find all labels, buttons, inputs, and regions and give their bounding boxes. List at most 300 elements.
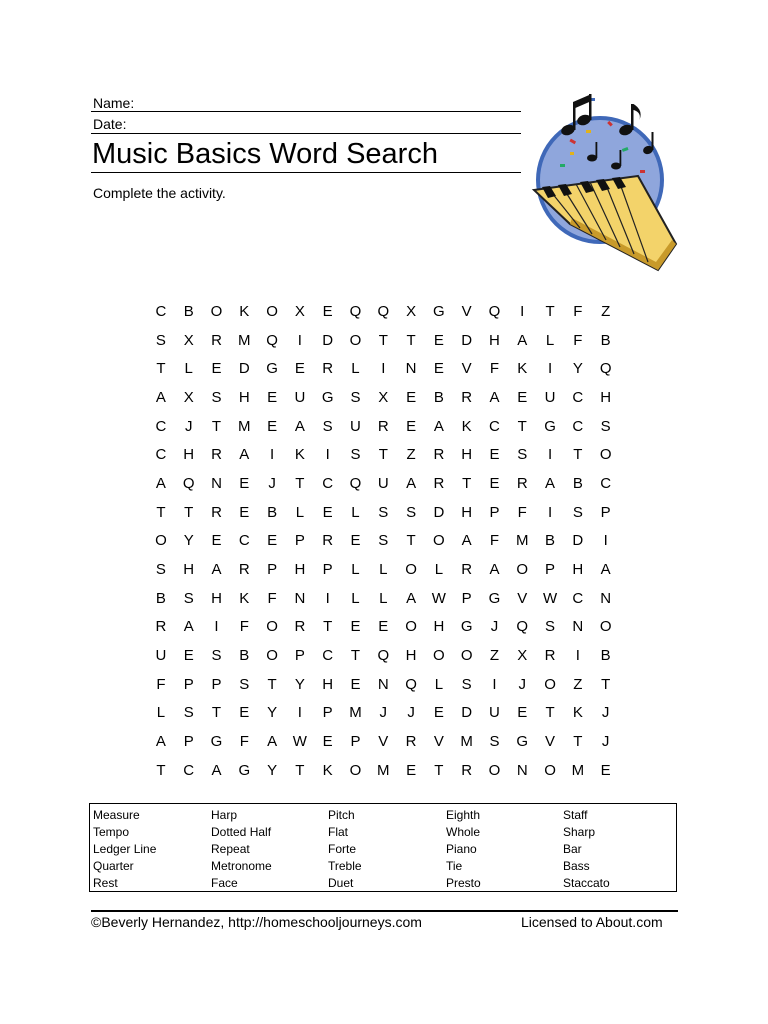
grid-letter: O: [488, 761, 501, 779]
grid-letter: J: [268, 474, 276, 492]
grid-letter: A: [433, 417, 444, 435]
grid-row: [147, 469, 620, 498]
grid-letter: O: [405, 561, 417, 579]
grid-letter: K: [572, 704, 583, 722]
grid-letter: H: [405, 647, 417, 665]
word-list-item: Rest: [93, 875, 118, 890]
grid-letter: T: [573, 733, 583, 751]
grid-row: [147, 354, 620, 383]
grid-letter: L: [545, 331, 555, 349]
grid-letter: L: [434, 675, 444, 693]
grid-letter: W: [292, 733, 307, 751]
grid-letter: E: [433, 331, 444, 349]
grid-letter: G: [488, 589, 501, 607]
grid-letter: A: [155, 474, 166, 492]
grid-letter: K: [322, 761, 333, 779]
grid-letter: S: [183, 704, 194, 722]
grid-letter: E: [211, 360, 222, 378]
grid-letter: X: [294, 302, 305, 320]
word-list-item: Presto: [446, 875, 481, 890]
grid-letter: P: [211, 675, 222, 693]
grid-letter: O: [349, 761, 362, 779]
word-list-item: Whole: [446, 824, 481, 839]
grid-letter: X: [406, 302, 417, 320]
grid-letter: E: [239, 503, 250, 521]
grid-letter: B: [600, 331, 611, 349]
grid-letter: P: [489, 503, 500, 521]
grid-letter: I: [547, 360, 553, 378]
word-list-item: Dotted Half: [211, 824, 272, 839]
grid-letter: E: [183, 647, 194, 665]
grid-letter: L: [184, 360, 193, 378]
grid-letter: H: [433, 618, 445, 636]
grid-letter: E: [267, 417, 278, 435]
grid-letter: X: [183, 331, 194, 349]
grid-letter: C: [572, 417, 584, 435]
grid-letter: F: [267, 589, 277, 607]
grid-letter: Z: [601, 302, 611, 320]
grid-letter: T: [601, 675, 611, 693]
grid-letter: L: [351, 503, 360, 521]
grid-letter: E: [517, 388, 528, 406]
grid-letter: K: [239, 302, 250, 320]
grid-letter: Z: [489, 647, 500, 665]
name-line: [91, 111, 521, 112]
grid-letter: L: [379, 561, 388, 579]
word-list-item: Bar: [563, 841, 582, 856]
grid-letter: S: [378, 532, 389, 550]
grid-letter: R: [294, 618, 306, 636]
word-list-item: Bass: [563, 858, 590, 873]
grid-letter: C: [572, 388, 584, 406]
word-list-item: Duet: [328, 875, 354, 890]
grid-letter: E: [350, 532, 361, 550]
grid-letter: T: [573, 446, 583, 464]
grid-letter: T: [295, 474, 305, 492]
word-list-column: [446, 807, 481, 892]
grid-letter: G: [544, 417, 556, 435]
grid-letter: N: [294, 589, 306, 607]
grid-letter: A: [211, 561, 222, 579]
grid-letter: D: [461, 704, 473, 722]
grid-letter: C: [322, 474, 334, 492]
grid-letter: R: [211, 446, 222, 464]
grid-letter: E: [267, 532, 278, 550]
grid-letter: R: [461, 388, 473, 406]
grid-letter: M: [377, 761, 390, 779]
grid-letter: D: [461, 331, 473, 349]
grid-row: [147, 527, 620, 556]
grid-letter: T: [156, 360, 166, 378]
grid-letter: E: [433, 360, 444, 378]
grid-letter: L: [351, 589, 360, 607]
grid-letter: S: [517, 446, 528, 464]
grid-row: [147, 756, 620, 785]
grid-letter: M: [571, 761, 585, 779]
grid-letter: O: [266, 647, 278, 665]
grid-letter: R: [322, 360, 334, 378]
grid-letter: T: [156, 761, 166, 779]
grid-letter: V: [433, 733, 444, 751]
grid-letter: P: [600, 503, 611, 521]
grid-letter: Q: [349, 302, 362, 320]
grid-letter: A: [267, 733, 278, 751]
grid-letter: H: [600, 388, 612, 406]
grid-letter: N: [516, 761, 528, 779]
grid-letter: E: [517, 704, 528, 722]
grid-letter: D: [322, 331, 334, 349]
grid-letter: L: [351, 561, 360, 579]
grid-letter: H: [572, 561, 584, 579]
grid-letter: S: [406, 503, 417, 521]
grid-letter: T: [545, 302, 555, 320]
grid-letter: A: [461, 532, 472, 550]
word-list-item: Staff: [563, 808, 588, 822]
grid-letter: J: [407, 704, 415, 722]
grid-letter: N: [211, 474, 222, 492]
grid-letter: A: [294, 417, 305, 435]
grid-letter: A: [489, 388, 500, 406]
word-list-item: Repeat: [211, 841, 250, 856]
grid-letter: E: [211, 532, 222, 550]
grid-letter: I: [520, 302, 525, 320]
grid-letter: E: [239, 474, 250, 492]
grid-letter: B: [545, 532, 556, 550]
grid-letter: T: [267, 675, 277, 693]
grid-letter: O: [544, 761, 556, 779]
grid-letter: F: [573, 331, 583, 349]
grid-letter: L: [434, 561, 444, 579]
music-keyboard-clipart-icon: [530, 92, 678, 272]
grid-letter: E: [600, 761, 611, 779]
grid-letter: Q: [516, 618, 529, 636]
grid-letter: P: [461, 589, 472, 607]
grid-letter: A: [155, 733, 166, 751]
grid-letter: Q: [377, 302, 390, 320]
word-list-column: [211, 807, 272, 892]
grid-letter: E: [406, 761, 417, 779]
grid-letter: T: [156, 503, 166, 521]
grid-letter: R: [322, 532, 334, 550]
grid-letter: T: [545, 704, 555, 722]
grid-letter: S: [350, 388, 361, 406]
grid-letter: O: [433, 532, 445, 550]
grid-letter: S: [461, 675, 472, 693]
grid-row: [147, 613, 620, 642]
grid-letter: A: [489, 561, 500, 579]
grid-letter: R: [238, 561, 250, 579]
grid-letter: B: [155, 589, 166, 607]
grid-letter: E: [322, 302, 333, 320]
grid-letter: T: [406, 331, 416, 349]
grid-letter: O: [433, 647, 445, 665]
grid-letter: H: [183, 446, 195, 464]
grid-letter: O: [155, 532, 167, 550]
grid-letter: T: [462, 474, 472, 492]
grid-letter: P: [545, 561, 556, 579]
grid-row: [147, 699, 620, 728]
grid-letter: V: [461, 302, 472, 320]
grid-letter: H: [461, 446, 473, 464]
grid-letter: K: [294, 446, 305, 464]
word-list-item: Face: [211, 875, 238, 890]
grid-letter: G: [266, 360, 278, 378]
grid-letter: V: [378, 733, 389, 751]
grid-letter: R: [211, 331, 222, 349]
grid-letter: S: [322, 417, 333, 435]
grid-letter: C: [238, 532, 250, 550]
date-label: Date:: [93, 116, 127, 132]
grid-letter: E: [350, 675, 361, 693]
grid-letter: J: [601, 704, 610, 722]
grid-letter: C: [183, 761, 195, 779]
grid-letter: B: [183, 302, 194, 320]
grid-letter: M: [238, 417, 251, 435]
grid-letter: A: [155, 388, 166, 406]
grid-letter: Q: [266, 331, 278, 349]
grid-letter: E: [322, 503, 333, 521]
grid-row: [147, 641, 620, 670]
word-list-column: [563, 807, 610, 892]
grid-letter: E: [489, 446, 500, 464]
grid-letter: J: [518, 675, 526, 693]
grid-letter: E: [267, 388, 278, 406]
grid-letter: P: [322, 561, 333, 579]
grid-letter: R: [155, 618, 167, 636]
grid-letter: I: [270, 446, 275, 464]
grid-letter: F: [239, 618, 249, 636]
grid-letter: P: [183, 675, 194, 693]
grid-letter: A: [545, 474, 556, 492]
grid-letter: L: [295, 503, 305, 521]
grid-letter: X: [517, 647, 528, 665]
word-list-item: Sharp: [563, 824, 596, 839]
title-underline: [91, 172, 521, 173]
grid-row: [147, 412, 620, 441]
grid-letter: A: [406, 589, 417, 607]
grid-letter: V: [461, 360, 472, 378]
grid-letter: O: [599, 618, 612, 636]
grid-letter: O: [210, 302, 223, 320]
word-list-item: Tie: [446, 858, 463, 873]
grid-letter: S: [572, 503, 583, 521]
grid-row: [147, 555, 620, 584]
grid-letter: Q: [599, 360, 612, 378]
grid-letter: O: [544, 675, 556, 693]
instructions: Complete the activity.: [93, 185, 226, 201]
grid-letter: R: [516, 474, 528, 492]
grid-row: [147, 670, 620, 699]
grid-letter: B: [572, 474, 583, 492]
grid-letter: H: [238, 388, 250, 406]
name-label: Name:: [93, 95, 135, 111]
grid-letter: X: [378, 388, 389, 406]
word-list-item: Forte: [328, 841, 357, 856]
grid-letter: E: [322, 733, 333, 751]
word-list-item: Ledger Line: [93, 841, 157, 856]
grid-letter: O: [266, 302, 278, 320]
grid-letter: R: [377, 417, 389, 435]
grid-letter: U: [350, 417, 361, 435]
grid-letter: W: [431, 589, 446, 607]
word-list-item: Quarter: [93, 858, 134, 873]
grid-letter: Q: [488, 302, 501, 320]
grid-letter: I: [547, 446, 553, 464]
grid-letter: H: [211, 589, 222, 607]
grid-letter: O: [266, 618, 278, 636]
grid-letter: I: [575, 647, 580, 665]
grid-letter: D: [433, 503, 445, 521]
grid-letter: E: [378, 618, 389, 636]
grid-letter: U: [377, 474, 389, 492]
word-list-item: Staccato: [563, 875, 610, 890]
grid-letter: T: [211, 704, 222, 722]
grid-letter: Q: [182, 474, 195, 492]
grid-letter: H: [489, 331, 500, 349]
grid-letter: R: [405, 733, 417, 751]
grid-letter: S: [155, 561, 166, 579]
grid-letter: F: [489, 532, 500, 550]
grid-letter: N: [405, 360, 417, 378]
grid-letter: Z: [406, 446, 416, 464]
grid-letter: D: [238, 360, 250, 378]
grid-letter: I: [325, 589, 330, 607]
grid-letter: Q: [377, 647, 390, 665]
copyright-text: ©Beverly Hernandez, http://homeschooljourneys.com: [91, 914, 422, 930]
grid-letter: B: [267, 503, 278, 521]
grid-letter: O: [405, 618, 417, 636]
grid-letter: I: [492, 675, 497, 693]
grid-letter: J: [490, 618, 499, 636]
grid-letter: F: [239, 733, 249, 751]
grid-letter: P: [294, 532, 305, 550]
grid-letter: T: [406, 532, 416, 550]
grid-letter: F: [156, 675, 166, 693]
grid-letter: N: [600, 589, 612, 607]
grid-letter: R: [461, 561, 473, 579]
grid-letter: D: [572, 532, 584, 550]
grid-letter: T: [295, 761, 305, 779]
grid-letter: E: [406, 388, 417, 406]
grid-letter: U: [294, 388, 306, 406]
grid-letter: T: [323, 618, 333, 636]
word-list-item: Piano: [446, 841, 477, 856]
grid-letter: S: [211, 647, 222, 665]
grid-letter: O: [516, 561, 529, 579]
word-list-box: [89, 803, 677, 892]
grid-letter: A: [211, 761, 222, 779]
grid-letter: I: [297, 704, 302, 722]
grid-letter: E: [239, 704, 250, 722]
grid-letter: C: [155, 417, 167, 435]
grid-letter: Y: [572, 360, 583, 378]
grid-letter: M: [460, 733, 473, 751]
grid-letter: Y: [267, 704, 278, 722]
grid-letter: S: [155, 331, 166, 349]
grid-letter: X: [183, 388, 194, 406]
grid-letter: E: [406, 417, 417, 435]
grid-letter: T: [434, 761, 444, 779]
grid-letter: R: [433, 474, 445, 492]
grid-letter: U: [489, 704, 500, 722]
grid-letter: R: [461, 761, 473, 779]
word-list-item: Flat: [328, 824, 349, 839]
grid-letter: O: [599, 446, 612, 464]
grid-letter: R: [433, 446, 445, 464]
grid-letter: Q: [405, 675, 417, 693]
grid-letter: Q: [349, 474, 362, 492]
grid-letter: R: [211, 503, 222, 521]
grid-letter: S: [350, 446, 361, 464]
grid-letter: P: [183, 733, 194, 751]
grid-letter: N: [377, 675, 389, 693]
word-search-grid: [147, 297, 620, 785]
grid-letter: S: [211, 388, 222, 406]
grid-letter: H: [183, 561, 195, 579]
grid-letter: E: [350, 618, 361, 636]
grid-letter: P: [294, 647, 305, 665]
grid-letter: G: [433, 302, 445, 320]
grid-row: [147, 584, 620, 613]
word-list-column: [328, 807, 362, 892]
grid-letter: Z: [573, 675, 583, 693]
page-title: Music Basics Word Search: [92, 138, 438, 170]
grid-letter: A: [406, 474, 417, 492]
grid-letter: J: [184, 417, 193, 435]
grid-letter: I: [381, 360, 386, 378]
grid-letter: F: [517, 503, 527, 521]
grid-letter: C: [322, 647, 334, 665]
grid-letter: F: [573, 302, 583, 320]
grid-letter: P: [350, 733, 361, 751]
grid-letter: V: [517, 589, 528, 607]
grid-letter: T: [184, 503, 194, 521]
word-list-item: Tempo: [93, 824, 130, 839]
grid-letter: W: [542, 589, 558, 607]
grid-letter: B: [600, 647, 611, 665]
word-list-item: Eighth: [446, 808, 481, 822]
grid-letter: I: [603, 532, 608, 550]
date-line: [91, 133, 521, 134]
grid-letter: M: [349, 704, 362, 722]
grid-letter: J: [601, 733, 610, 751]
grid-letter: P: [267, 561, 278, 579]
grid-letter: A: [183, 618, 194, 636]
grid-letter: M: [238, 331, 251, 349]
grid-letter: H: [322, 675, 334, 693]
grid-letter: M: [516, 532, 529, 550]
grid-letter: A: [517, 331, 528, 349]
grid-letter: S: [545, 618, 556, 636]
grid-letter: K: [517, 360, 528, 378]
grid-letter: E: [294, 360, 305, 378]
grid-letter: C: [489, 417, 500, 435]
grid-letter: G: [516, 733, 529, 751]
grid-row: [147, 383, 620, 412]
grid-letter: I: [297, 331, 302, 349]
word-list-item: Pitch: [328, 808, 355, 822]
grid-letter: V: [545, 733, 556, 751]
grid-letter: L: [156, 704, 166, 722]
grid-letter: O: [349, 331, 362, 349]
grid-letter: K: [461, 417, 472, 435]
grid-letter: F: [489, 360, 500, 378]
grid-letter: Y: [183, 532, 194, 550]
grid-letter: T: [378, 331, 388, 349]
grid-letter: C: [155, 302, 167, 320]
grid-letter: S: [239, 675, 250, 693]
grid-letter: U: [544, 388, 556, 406]
